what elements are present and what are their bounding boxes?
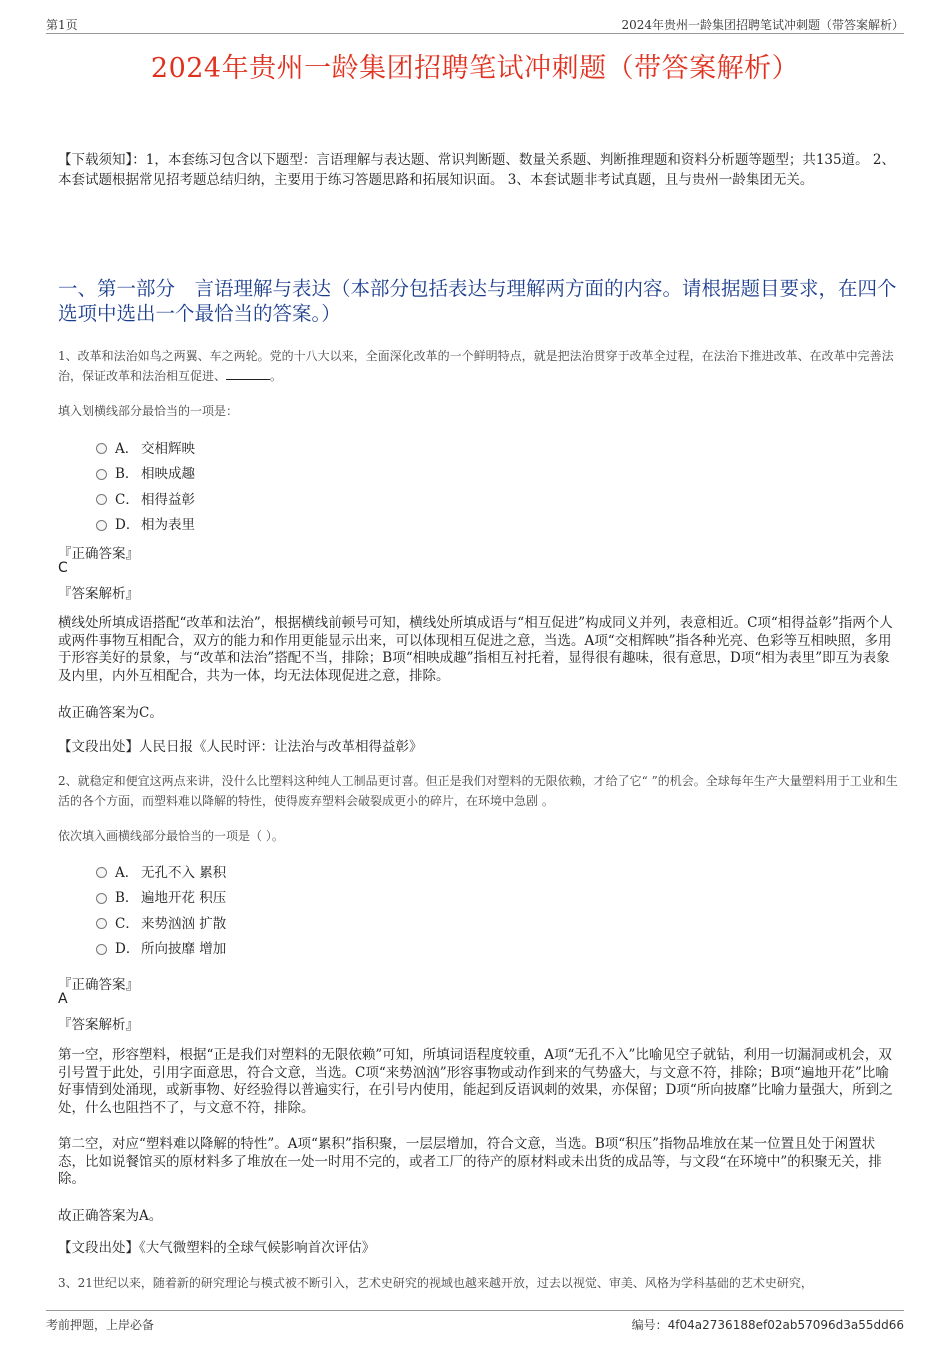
code-value: 4f04a2736188ef02ab57096d3a55dd66 xyxy=(667,1318,904,1332)
radio-icon[interactable] xyxy=(96,918,107,929)
radio-icon[interactable] xyxy=(96,867,107,878)
footer-code xyxy=(632,1316,904,1333)
option-text: 相得益彰 xyxy=(141,491,195,508)
option-c[interactable]: C． 来势汹汹 扩散 xyxy=(96,909,226,935)
option-text: 相映成趣 xyxy=(141,466,195,483)
header-doc-name: 2024年贵州一龄集团招聘笔试冲刺题（带答案解析） xyxy=(621,18,904,32)
analysis-conclusion: 故正确答案为C。 xyxy=(58,705,163,721)
question-2-prompt: 依次填入画横线部分最恰当的一项是（ ）。 xyxy=(58,829,284,843)
option-text: 无孔不入 累积 xyxy=(141,864,227,881)
option-b[interactable]: B． 相映成趣 xyxy=(96,460,195,486)
question-1-stem xyxy=(58,346,898,386)
analysis-paragraph: 第二空，对应“塑料难以降解的特性”。A项“累积”指积聚，一层层增加，符合文意，当选。B项“积压”指物品堆放在某一位置且处于闲置状态，比如说餐馆买的原材料多了堆放在一处一时用不完的，或者工厂的待产的原材料或未出货的成品等，与文段“在环境中”的积聚无关，排除。 xyxy=(58,1136,882,1187)
page-number: 第1页 xyxy=(46,18,78,32)
option-text: 来势汹汹 扩散 xyxy=(141,915,227,932)
option-b[interactable]: B． 遍地开花 积压 xyxy=(96,884,226,910)
footer-slogan: 考前押题，上岸必备 xyxy=(46,1318,155,1332)
option-a[interactable]: A． 无孔不入 累积 xyxy=(96,858,226,884)
fill-blank xyxy=(226,368,270,380)
radio-icon[interactable] xyxy=(96,469,107,480)
option-text: 交相辉映 xyxy=(141,440,195,457)
question-3-stem: 3、21世纪以来，随着新的研究理论与模式被不断引入，艺术史研究的视域也越来越开放，过去以视觉、审美、风格为学科基础的艺术史研究， xyxy=(58,1276,813,1290)
radio-icon[interactable] xyxy=(96,944,107,955)
option-d[interactable]: D． 相为表里 xyxy=(96,511,195,537)
section-title: 一、第一部分 言语理解与表达（本部分包括表达与理解两方面的内容。请根据题目要求，在四个选项中选出一个最恰当的答案。） xyxy=(58,277,897,325)
radio-icon[interactable] xyxy=(96,520,107,531)
option-text: 所向披靡 增加 xyxy=(141,941,227,958)
question-1-stem-end: 。 xyxy=(270,369,283,383)
option-text: 相为表里 xyxy=(141,517,195,534)
analysis-paragraph: 横线处所填成语搭配“改革和法治”，根据横线前顿号可知，横线处所填成语与“相互促进”构成同义并列，表意相近。C项“相得益彰”指两个人或两件事物互相配合，双方的能力和作用更能显示出来，可以体现相互促进之意，当选。A项“交相辉映”指各种光亮、色彩等互相映照，多用于形容美好的景象，与“改革和法治”搭配不当，排除；B项“相映成趣”指相互衬托着，显得很有趣味，很有意思，D项“相为表里”即互为表象及内里，内外互相配合，共为一体，均无法体现促进之意，排除。 xyxy=(58,615,893,684)
page-footer xyxy=(46,1310,904,1334)
source-citation: 【文段出处】《大气微塑料的全球气候影响首次评估》 xyxy=(58,1240,376,1256)
question-2-stem: 2、就稳定和便宜这两点来讲，没什么比塑料这种纯人工制品更讨喜。但正是我们对塑料的无限依赖，才给了它“ ”的机会。全球每年生产大量塑料用于工业和生活的各个方面，而塑料难以降解的特性，使得废弃塑料会破裂成更小的碎片，在环境中急剧 。 xyxy=(58,774,898,808)
download-notice: 【下载须知】：1，本套练习包含以下题型：言语理解与表达题、常识判断题、数量关系题、判断推理题和资料分析题等题型；共135道。 2、本套试题根据常见招考题总结归纳，主要用于练习答题思路和拓展知识面。 3、本套试题非考试真题，且与贵州一龄集团无关。 xyxy=(58,152,895,188)
question-1-prompt: 填入划横线部分最恰当的一项是： xyxy=(58,404,239,418)
correct-answer: C xyxy=(58,560,68,576)
source-citation: 【文段出处】人民日报《人民时评：让法治与改革相得益彰》 xyxy=(58,739,423,755)
radio-icon[interactable] xyxy=(96,494,107,505)
question-1-options xyxy=(96,434,195,536)
radio-icon[interactable] xyxy=(96,443,107,454)
correct-answer-label: 『正确答案』 xyxy=(58,546,139,562)
analysis-label: 『答案解析』 xyxy=(58,1017,139,1033)
correct-answer: A xyxy=(58,991,68,1007)
radio-icon[interactable] xyxy=(96,893,107,904)
option-d[interactable]: D． 所向披靡 增加 xyxy=(96,935,226,961)
code-label: 编号： xyxy=(631,1318,668,1332)
analysis-paragraph: 第一空，形容塑料，根据“正是我们对塑料的无限依赖”可知，所填词语程度较重，A项“无孔不入”比喻见空子就钻，利用一切漏洞或机会，双引号置于此处，引用字面意思，符合文意，当选。C项“来势汹汹”形容事物或动作到来的气势盛大，与文意不符，排除；B项“遍地开花”比喻好事情到处涌现，或新事物、好经验得以普遍实行，在引号内使用，能起到反语讽刺的效果，亦保留；D项“所向披靡”比喻力量强大，所到之处，什么也阻挡不了，与文意不符，排除。 xyxy=(58,1047,893,1116)
option-c[interactable]: C． 相得益彰 xyxy=(96,485,195,511)
question-2-options xyxy=(96,858,226,960)
analysis-label: 『答案解析』 xyxy=(58,586,139,602)
analysis-conclusion: 故正确答案为A。 xyxy=(58,1208,163,1224)
question-1-stem-text: 1、改革和法治如鸟之两翼、车之两轮。党的十八大以来，全面深化改革的一个鲜明特点，就是把法治贯穿于改革全过程，在法治下推进改革、在改革中完善法治，保证改革和法治相互促进、 xyxy=(58,349,894,383)
option-a[interactable]: A． 交相辉映 xyxy=(96,434,195,460)
page-header xyxy=(46,14,904,34)
document-title: 2024年贵州一龄集团招聘笔试冲刺题（带答案解析） xyxy=(150,53,800,84)
option-text: 遍地开花 积压 xyxy=(141,890,227,907)
correct-answer-label: 『正确答案』 xyxy=(58,977,139,993)
